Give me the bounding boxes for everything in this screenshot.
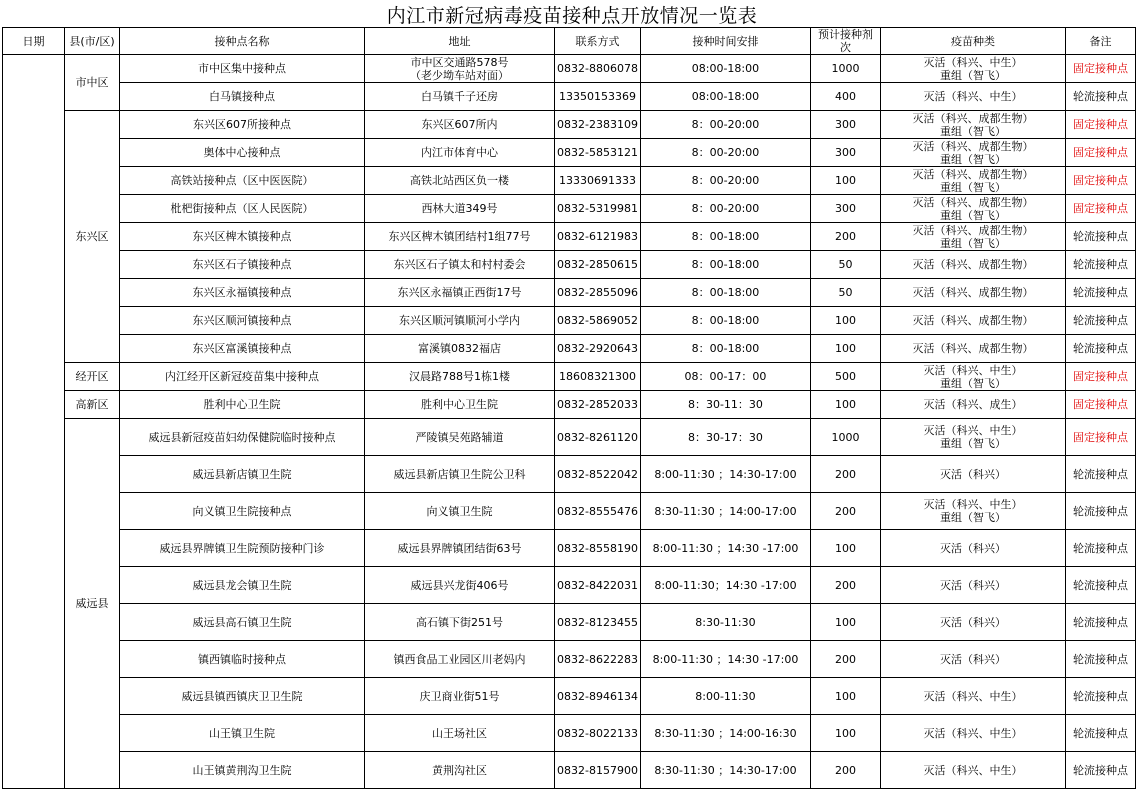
cell-line: 西林大道349号: [421, 202, 498, 215]
phone-cell[interactable]: 0832-8123455: [555, 604, 641, 641]
cell-line: 灭活（科兴、成都生物）: [912, 258, 1034, 271]
vaccine-cell[interactable]: [880, 715, 1065, 752]
header-date[interactable]: 日期: [3, 28, 65, 55]
cell-line: 向义镇卫生院: [426, 504, 493, 518]
vaccine-cell[interactable]: [880, 251, 1065, 279]
phone-cell[interactable]: 0832-2920643: [555, 335, 641, 363]
phone-cell[interactable]: 0832-5869052: [555, 307, 641, 335]
cell-line: 东兴区607所内: [421, 118, 498, 131]
cell-line: 重组（智飞）: [939, 124, 1006, 138]
table-row: [3, 195, 1136, 223]
cell-line: 灭活（科兴、中生）: [923, 689, 1023, 703]
site-name-cell[interactable]: 威远县镇西镇庆卫卫生院: [120, 678, 365, 715]
table-row: [3, 456, 1136, 493]
cell-line: 威远县新店镇卫生院公卫科: [393, 467, 526, 481]
vaccine-cell[interactable]: [880, 678, 1065, 715]
cell-line: 灭活（科兴、成都生物）: [912, 195, 1034, 209]
hours-cell[interactable]: 8：00-20:00: [640, 111, 810, 139]
note-cell[interactable]: 轮流接种点: [1065, 678, 1135, 715]
vaccine-cell[interactable]: [880, 530, 1065, 567]
phone-cell[interactable]: 0832-8806078: [555, 55, 641, 83]
site-name-cell[interactable]: 山王镇黄荆沟卫生院: [120, 752, 365, 789]
vaccine-cell[interactable]: [880, 391, 1065, 419]
header-doses[interactable]: 预计接种剂次: [810, 28, 880, 55]
cell-line: 高铁北站西区负一楼: [410, 174, 509, 187]
header-vaccine-type[interactable]: 疫苗种类: [880, 28, 1065, 55]
site-name-cell[interactable]: 枇杷街接种点（区人民医院）: [120, 195, 365, 223]
cell-line: 灭活（科兴、中生）: [923, 424, 1023, 437]
phone-cell[interactable]: 0832-8157900: [555, 752, 641, 789]
hours-cell[interactable]: 8：00-18:00: [640, 251, 810, 279]
address-cell[interactable]: [365, 604, 555, 641]
county-jingkai[interactable]: 经开区: [65, 363, 120, 391]
site-name-cell[interactable]: 东兴区永福镇接种点: [120, 279, 365, 307]
table-row: [3, 307, 1136, 335]
address-cell[interactable]: [365, 335, 555, 363]
hours-cell[interactable]: 8:30-11:30 ；14:30-17:00: [640, 752, 810, 789]
cell-line: 重组（智飞）: [939, 68, 1006, 82]
cell-line: 白马镇千子还房: [421, 90, 498, 103]
phone-cell[interactable]: 0832-8022133: [555, 715, 641, 752]
doses-cell[interactable]: 400: [810, 83, 880, 111]
vaccine-cell[interactable]: [880, 139, 1065, 167]
cell-line: 重组（智飞）: [939, 511, 1006, 524]
hours-cell[interactable]: 8:00-11:30: [640, 678, 810, 715]
cell-line: 重组（智飞）: [939, 376, 1006, 390]
cell-line: 灭活（科兴、中生）: [923, 763, 1023, 777]
table-row: [3, 567, 1136, 604]
site-name-cell[interactable]: 胜利中心卫生院: [120, 391, 365, 419]
phone-cell[interactable]: 0832-2852033: [555, 391, 641, 419]
phone-cell[interactable]: 0832-8522042: [555, 456, 641, 493]
note-cell[interactable]: 轮流接种点: [1065, 279, 1135, 307]
table-row: [3, 111, 1136, 139]
sheet-title: 内江市新冠病毒疫苗接种点开放情况一览表: [386, 4, 758, 27]
vaccine-cell[interactable]: [880, 83, 1065, 111]
note-cell[interactable]: 轮流接种点: [1065, 604, 1135, 641]
table-row: [3, 223, 1136, 251]
site-name-cell[interactable]: 东兴区607所接种点: [120, 111, 365, 139]
cell-line: 灭活（科兴）: [939, 541, 1006, 555]
cell-line: 东兴区顺河镇顺河小学内: [399, 314, 520, 327]
phone-cell[interactable]: 0832-8261120: [555, 419, 641, 456]
site-name-cell[interactable]: 奥体中心接种点: [120, 139, 365, 167]
hours-cell[interactable]: 08:00-18:00: [640, 83, 810, 111]
hours-cell[interactable]: 08：00-17：00: [640, 363, 810, 391]
address-cell[interactable]: [365, 307, 555, 335]
vaccine-cell[interactable]: [880, 335, 1065, 363]
address-cell[interactable]: [365, 363, 555, 391]
table-row: [3, 530, 1136, 567]
phone-cell[interactable]: 0832-8422031: [555, 567, 641, 604]
note-cell[interactable]: 轮流接种点: [1065, 715, 1135, 752]
note-cell[interactable]: 固定接种点: [1065, 391, 1135, 419]
cell-line: 重组（智飞）: [939, 180, 1006, 194]
phone-cell[interactable]: 18608321300: [555, 363, 641, 391]
hours-cell[interactable]: 8:00-11:30 ；14:30 -17:00: [640, 641, 810, 678]
doses-cell[interactable]: 100: [810, 678, 880, 715]
doses-cell[interactable]: 100: [810, 167, 880, 195]
cell-line: 富溪镇0832福店: [418, 342, 501, 355]
note-cell[interactable]: 轮流接种点: [1065, 567, 1135, 604]
hours-cell[interactable]: 8：00-18:00: [640, 335, 810, 363]
site-name-cell[interactable]: 山王镇卫生院: [120, 715, 365, 752]
hours-cell[interactable]: 8:00-11:30 ；14:30-17:00: [640, 456, 810, 493]
table-row: [3, 139, 1136, 167]
cell-line: 镇西食品工业园区川老妈内: [393, 652, 526, 666]
vaccine-cell[interactable]: [880, 456, 1065, 493]
note-cell[interactable]: 固定接种点: [1065, 55, 1135, 83]
hours-cell[interactable]: 8:00-11:30；14:30 -17:00: [640, 567, 810, 604]
site-name-cell[interactable]: 东兴区顺河镇接种点: [120, 307, 365, 335]
address-cell[interactable]: [365, 641, 555, 678]
doses-cell[interactable]: 100: [810, 307, 880, 335]
cell-line: 汉晨路788号1栋1楼: [409, 370, 510, 383]
phone-cell[interactable]: 0832-8946134: [555, 678, 641, 715]
doses-cell[interactable]: 500: [810, 363, 880, 391]
site-name-cell[interactable]: 东兴区富溪镇接种点: [120, 335, 365, 363]
hours-cell[interactable]: 8：00-20:00: [640, 139, 810, 167]
cell-line: 灭活（科兴、成都生物）: [912, 342, 1034, 355]
site-name-cell[interactable]: 威远县新店镇卫生院: [120, 456, 365, 493]
vaccine-cell[interactable]: [880, 195, 1065, 223]
site-name-cell[interactable]: 市中区集中接种点: [120, 55, 365, 83]
table-row: [3, 715, 1136, 752]
note-cell[interactable]: 轮流接种点: [1065, 641, 1135, 678]
hours-cell[interactable]: 08:00-18:00: [640, 55, 810, 83]
address-cell[interactable]: [365, 530, 555, 567]
cell-line: 黄荆沟社区: [432, 763, 487, 777]
hours-cell[interactable]: 8：00-20:00: [640, 195, 810, 223]
doses-cell[interactable]: 50: [810, 279, 880, 307]
phone-cell[interactable]: 13330691333: [555, 167, 641, 195]
cell-line: 山王场社区: [432, 726, 487, 740]
hours-cell[interactable]: 8:00-11:30 ；14:30 -17:00: [640, 530, 810, 567]
doses-cell[interactable]: 200: [810, 641, 880, 678]
address-cell[interactable]: [365, 456, 555, 493]
vaccine-cell[interactable]: [880, 55, 1065, 83]
site-name-cell[interactable]: 白马镇接种点: [120, 83, 365, 111]
doses-cell[interactable]: 200: [810, 567, 880, 604]
header-row: [3, 28, 1136, 55]
cell-line: 胜利中心卫生院: [421, 398, 498, 411]
cell-line: 东兴区椑木镇团结村1组77号: [388, 230, 531, 243]
cell-line: 灭活（科兴）: [939, 652, 1006, 666]
note-cell[interactable]: 固定接种点: [1065, 419, 1135, 456]
table-row: [3, 604, 1136, 641]
cell-line: 威远县兴龙街406号: [410, 578, 509, 592]
note-cell[interactable]: 轮流接种点: [1065, 530, 1135, 567]
note-cell[interactable]: 固定接种点: [1065, 167, 1135, 195]
table-row: [3, 678, 1136, 715]
site-name-cell[interactable]: 威远县新冠疫苗妇幼保健院临时接种点: [120, 419, 365, 456]
cell-line: 重组（智飞）: [939, 208, 1006, 222]
vaccine-cell[interactable]: [880, 493, 1065, 530]
hours-cell[interactable]: 8:30-11:30 ；14:00-16:30: [640, 715, 810, 752]
hours-cell[interactable]: 8:30-11:30: [640, 604, 810, 641]
county-dongxing[interactable]: 东兴区: [65, 111, 120, 363]
doses-cell[interactable]: 200: [810, 456, 880, 493]
address-cell[interactable]: [365, 391, 555, 419]
note-cell[interactable]: 轮流接种点: [1065, 493, 1135, 530]
doses-cell[interactable]: 1000: [810, 419, 880, 456]
vaccine-cell[interactable]: [880, 567, 1065, 604]
address-cell[interactable]: [365, 83, 555, 111]
table-row: [3, 493, 1136, 530]
header-address[interactable]: 地址: [365, 28, 555, 55]
doses-cell[interactable]: 300: [810, 195, 880, 223]
doses-cell[interactable]: 100: [810, 530, 880, 567]
phone-cell[interactable]: 0832-2383109: [555, 111, 641, 139]
address-cell[interactable]: [365, 493, 555, 530]
note-cell[interactable]: 轮流接种点: [1065, 456, 1135, 493]
phone-cell[interactable]: 0832-2850615: [555, 251, 641, 279]
note-cell[interactable]: 轮流接种点: [1065, 752, 1135, 789]
vaccination-sites-table: [2, 27, 1136, 789]
table-body: [3, 55, 1136, 789]
cell-line: 灭活（科兴）: [939, 578, 1006, 592]
doses-cell[interactable]: 300: [810, 139, 880, 167]
cell-line: 重组（智飞）: [939, 437, 1006, 450]
note-cell[interactable]: 轮流接种点: [1065, 335, 1135, 363]
cell-line: 灭活（科兴、成都生物）: [912, 167, 1034, 181]
address-cell[interactable]: [365, 279, 555, 307]
vaccine-cell[interactable]: [880, 167, 1065, 195]
doses-cell[interactable]: 50: [810, 251, 880, 279]
hours-cell[interactable]: 8：00-18:00: [640, 223, 810, 251]
note-cell[interactable]: 轮流接种点: [1065, 251, 1135, 279]
cell-line: 灭活（科兴、中生）: [923, 363, 1023, 377]
site-name-cell[interactable]: 东兴区椑木镇接种点: [120, 223, 365, 251]
header-hours[interactable]: 接种时间安排: [640, 28, 810, 55]
address-cell[interactable]: [365, 678, 555, 715]
county-weiyuan[interactable]: 威远县: [65, 419, 120, 789]
cell-line: 威远县界牌镇团结街63号: [397, 541, 522, 555]
address-cell[interactable]: [365, 567, 555, 604]
table-row: [3, 641, 1136, 678]
address-cell[interactable]: [365, 223, 555, 251]
note-cell[interactable]: 轮流接种点: [1065, 307, 1135, 335]
doses-cell[interactable]: 200: [810, 493, 880, 530]
cell-line: 灭活（科兴）: [939, 615, 1006, 629]
cell-line: 灭活（科兴、中生）: [923, 90, 1023, 103]
cell-line: 庆卫商业街51号: [419, 689, 500, 703]
vaccine-cell[interactable]: [880, 604, 1065, 641]
address-cell[interactable]: [365, 251, 555, 279]
vaccine-cell[interactable]: [880, 307, 1065, 335]
site-name-cell[interactable]: 威远县界牌镇卫生院预防接种门诊: [120, 530, 365, 567]
table-row: [3, 419, 1136, 456]
hours-cell[interactable]: 8：30-11：30: [640, 391, 810, 419]
cell-line: 灭活（科兴、中生）: [923, 55, 1023, 69]
table-row: [3, 55, 1136, 83]
phone-cell[interactable]: 13350153369: [555, 83, 641, 111]
cell-line: 高石镇下街251号: [416, 615, 503, 629]
note-cell[interactable]: 固定接种点: [1065, 111, 1135, 139]
site-name-cell[interactable]: 东兴区石子镇接种点: [120, 251, 365, 279]
hours-cell[interactable]: 8：00-18:00: [640, 307, 810, 335]
cell-line: 内江市体育中心: [421, 146, 498, 159]
address-cell[interactable]: [365, 167, 555, 195]
vaccine-cell[interactable]: [880, 363, 1065, 391]
hours-cell[interactable]: 8：00-20:00: [640, 167, 810, 195]
vaccine-cell[interactable]: [880, 111, 1065, 139]
note-cell[interactable]: 固定接种点: [1065, 139, 1135, 167]
doses-cell[interactable]: 300: [810, 111, 880, 139]
cell-line: 东兴区永福镇正西街17号: [397, 286, 522, 299]
table-row: [3, 363, 1136, 391]
phone-cell[interactable]: 0832-5853121: [555, 139, 641, 167]
cell-line: 重组（智飞）: [939, 152, 1006, 166]
cell-line: 灭活（科兴、成都生物）: [912, 111, 1034, 125]
phone-cell[interactable]: 0832-8555476: [555, 493, 641, 530]
address-cell[interactable]: [365, 139, 555, 167]
header-site-name[interactable]: 接种点名称: [120, 28, 365, 55]
doses-cell[interactable]: 100: [810, 604, 880, 641]
phone-cell[interactable]: 0832-8622283: [555, 641, 641, 678]
county-gaoxin[interactable]: 高新区: [65, 391, 120, 419]
cell-line: 严陵镇吴苑路辅道: [415, 430, 504, 444]
site-name-cell[interactable]: 内江经开区新冠疫苗集中接种点: [120, 363, 365, 391]
note-cell[interactable]: 轮流接种点: [1065, 223, 1135, 251]
doses-cell[interactable]: 100: [810, 715, 880, 752]
phone-cell[interactable]: 0832-8558190: [555, 530, 641, 567]
header-county[interactable]: 县(市/区): [65, 28, 120, 55]
address-cell[interactable]: [365, 55, 555, 83]
cell-line: 灭活（科兴、成生）: [923, 398, 1023, 411]
cell-line: 灭活（科兴、成都生物）: [912, 139, 1034, 153]
doses-cell[interactable]: 100: [810, 391, 880, 419]
hours-cell[interactable]: 8:30-11:30 ；14:00-17:00: [640, 493, 810, 530]
date-cell[interactable]: [3, 55, 65, 789]
site-name-cell[interactable]: 镇西镇临时接种点: [120, 641, 365, 678]
cell-line: 市中区交通路578号: [410, 55, 509, 69]
cell-line: 灭活（科兴）: [939, 467, 1006, 481]
cell-line: 灭活（科兴、中生）: [923, 726, 1023, 740]
header-note[interactable]: 备注: [1065, 28, 1135, 55]
address-cell[interactable]: [365, 419, 555, 456]
vaccine-cell[interactable]: [880, 279, 1065, 307]
cell-line: 重组（智飞）: [939, 236, 1006, 250]
cell-line: 东兴区石子镇太和村村委会: [393, 258, 526, 271]
table-row: [3, 167, 1136, 195]
county-shizhong[interactable]: 市中区: [65, 55, 120, 111]
cell-line: 灭活（科兴、成都生物）: [912, 286, 1034, 299]
phone-cell[interactable]: 0832-5319981: [555, 195, 641, 223]
doses-cell[interactable]: 200: [810, 752, 880, 789]
cell-line: 灭活（科兴、中生）: [923, 498, 1023, 511]
address-cell[interactable]: [365, 715, 555, 752]
note-cell[interactable]: 固定接种点: [1065, 363, 1135, 391]
hours-cell[interactable]: 8：30-17：30: [640, 419, 810, 456]
hours-cell[interactable]: 8：00-18:00: [640, 279, 810, 307]
vaccine-cell[interactable]: [880, 419, 1065, 456]
site-name-cell[interactable]: 高铁站接种点（区中医医院）: [120, 167, 365, 195]
phone-cell[interactable]: 0832-2855096: [555, 279, 641, 307]
vaccine-cell[interactable]: [880, 223, 1065, 251]
cell-line: 灭活（科兴、成都生物）: [912, 314, 1034, 327]
note-cell[interactable]: 固定接种点: [1065, 195, 1135, 223]
doses-cell[interactable]: 200: [810, 223, 880, 251]
table-row: [3, 251, 1136, 279]
table-row: [3, 279, 1136, 307]
table-row: [3, 391, 1136, 419]
site-name-cell[interactable]: 向义镇卫生院接种点: [120, 493, 365, 530]
doses-cell[interactable]: 100: [810, 335, 880, 363]
address-cell[interactable]: [365, 195, 555, 223]
site-name-cell[interactable]: 威远县高石镇卫生院: [120, 604, 365, 641]
cell-line: （老少坳车站对面）: [410, 68, 509, 82]
table-row: [3, 83, 1136, 111]
note-cell[interactable]: 轮流接种点: [1065, 83, 1135, 111]
site-name-cell[interactable]: 威远县龙会镇卫生院: [120, 567, 365, 604]
phone-cell[interactable]: 0832-6121983: [555, 223, 641, 251]
doses-cell[interactable]: 1000: [810, 55, 880, 83]
cell-line: 灭活（科兴、成都生物）: [912, 223, 1034, 237]
vaccine-cell[interactable]: [880, 641, 1065, 678]
table-row: [3, 335, 1136, 363]
address-cell[interactable]: [365, 111, 555, 139]
header-phone[interactable]: 联系方式: [555, 28, 641, 55]
